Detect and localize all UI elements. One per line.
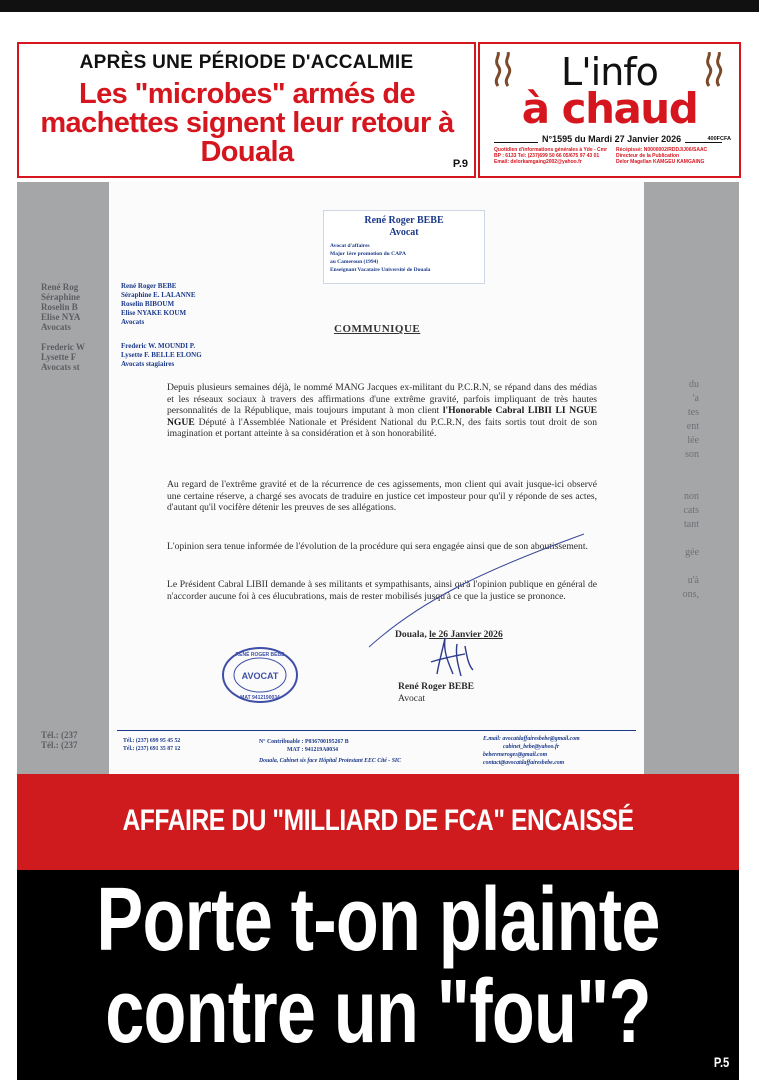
footer-phone: Tél.: (237) 699 95 45 52 [123, 738, 181, 744]
footer-email: beberenerogeг@gmail.com [483, 752, 548, 758]
handwritten-signature-icon [409, 634, 489, 679]
info-right-1: Récépissé: N0000002/RDDJ/J06/SAAC [616, 147, 708, 153]
teaser-kicker: APRÈS UNE PÉRIODE D'ACCALMIE [79, 52, 414, 73]
headline-line-2: contre un "fou"? [105, 962, 651, 1062]
footer-email: contact@avocatdaffairesbebe.com [483, 760, 565, 766]
partner-name: Roselin BIBOUM [121, 300, 175, 308]
communique-heading: COMMUNIQUE [334, 323, 421, 335]
footer-registration [259, 738, 349, 754]
stamp-bottom-text: MAT 9412190034 [240, 695, 280, 701]
paragraph-1-text-end: Député à l'Assemblée Nationale et Président National du P.C.R.N, des faits sortis tout droit de son imagination et portant atteinte à sa considération et à son honorabilité. [167, 416, 597, 440]
info-left-1: Quotidien d'informations générales à Yde - Cmr [494, 147, 608, 153]
ghost-left-tel: Tél.: (237 Tél.: (237 [41, 730, 78, 750]
issue-number: N°1595 du Mardi 27 Janvier 2026 [538, 134, 685, 144]
letter-footer-rule [117, 730, 636, 731]
footer-email: cabinet_bebe@yahoo.fr [503, 744, 560, 750]
letterhead-title: Avocat [389, 227, 419, 238]
trainee-name: Lysette F. BELLE ELONG [121, 351, 202, 359]
footer-phones [123, 737, 180, 753]
footer-emails [483, 735, 580, 767]
footer-address: Douala, Cabinet sis face Hôpital Protestant EEC Cité - SIC [259, 758, 402, 764]
masthead-logo-line1: L'info [561, 50, 658, 94]
credential-line: Major 1ère promotion du CAPA [330, 251, 406, 257]
letterhead [323, 210, 485, 284]
footer-phone: Tél.: (237) 691 35 87 12 [123, 746, 181, 752]
partner-name: René Roger BEBE [121, 282, 177, 290]
partner-name: Elise NYAKE KOUM [121, 309, 187, 317]
credential-line: Enseignant Vacataire Université de Douala [330, 267, 431, 273]
footer-contribuable: N° Contribuable : P036700195267 B [259, 739, 349, 745]
subheadline: AFFAIRE DU "MILLIARD DE FCA" ENCAISSÉ [122, 804, 634, 837]
signatory-role: Avocat [398, 693, 425, 704]
partners-list [121, 282, 195, 327]
info-left-3: Email: delorkamgaing2002@yahoo.fr [494, 159, 582, 165]
trainees-list [121, 342, 202, 369]
stamp-center-text: AVOCAT [241, 671, 279, 681]
stamp-top-text: RENÉ ROGER BEBE [235, 652, 285, 658]
paragraph-3: L'opinion sera tenue informée de l'évolution de la procédure qui sera engagée ainsi que de son aboutissement. [167, 541, 588, 552]
teaser-title: Les "microbes" armés de machettes signent leur retour à Douala [40, 78, 454, 168]
letterhead-name: René Roger BEBE [364, 215, 444, 226]
info-left-2: BP : 6133 Tel: (237)699 50 66 05/675 97 43 01 [494, 153, 600, 159]
paragraph-1-text: Depuis plusieurs semaines déjà, le nommé MANG Jacques ex-militant du P.C.R.N, se répand dans des médias et les réseaux sociaux à travers des affirmations d'une extrême gravité, parfois impliquant de très hautes personnalités de la République, mais toujours imputant à mon client [167, 382, 597, 417]
date-place: Douala, [395, 629, 430, 640]
letterhead-credentials [330, 242, 480, 274]
trainee-role: Avocats stagiaires [121, 360, 175, 368]
date-value: le 26 Janvier 2026 [429, 629, 503, 640]
main-headline-block[interactable] [17, 870, 739, 1080]
partner-role: Avocats [121, 318, 145, 326]
masthead-logo-line2: à chaud [521, 84, 698, 133]
document-photo-area [17, 182, 739, 774]
masthead [478, 42, 741, 178]
info-right-2: Directeur de la Publication [616, 153, 680, 159]
paragraph-1 [167, 382, 597, 440]
main-headline [96, 870, 660, 1062]
info-right-3: Delor Magellan KAMGEU KAMGAING [616, 159, 705, 165]
front-page-header [17, 42, 739, 178]
lawyer-stamp-icon [221, 646, 299, 704]
top-black-strip [0, 0, 759, 12]
teaser-box[interactable] [17, 42, 476, 178]
signatory-name: René Roger BEBE [398, 681, 475, 692]
footer-email: E.mail: avocatdaffairesbebe@gmail.com [483, 736, 580, 742]
red-subheadline-bar [17, 774, 739, 870]
partner-name: Séraphine E. LALANNE [121, 291, 196, 299]
credential-line: Avocat d'affaires [330, 243, 370, 249]
paragraph-4: Le Président Cabral LIBII demande à ses militants et sympathisants, ainsi qu'à l'opinion publique en général de n'accorder aucune foi à ces élucubrations, mais de rester mobilisés jusqu'à ce que la justice se prononce. [167, 579, 597, 602]
ghost-right-text: du 'a tes ent lée son non cats tant gée u'à ons, [682, 379, 699, 600]
client-name: l'Honorable Cabral LIBII LI NGUE NGUE [167, 405, 597, 428]
trainee-name: Frederic W. MOUNDI P. [121, 342, 196, 350]
communique-letter [109, 182, 644, 774]
credential-line: au Cameroun (1994) [330, 259, 379, 265]
ghost-left-names: René Rog Séraphine Roselin B Elise NYA Avocats Frederic W Lysette F Avocats st [41, 282, 85, 372]
paragraph-2: Au regard de l'extrême gravité et de la récurrence de ces agissements, mon client qui avait jusque-ici observé une certaine réserve, a chargé ses avocats de traduire en justice cet imposteur pour qu'il y réponde de ses actes, d'autant qu'il vocifère détenir les preuves de ses allégations. [167, 479, 597, 514]
headline-line-1: Porte t-on plainte [96, 870, 660, 970]
issue-price: 400FCFA [707, 136, 731, 142]
headline-page-ref: P.5 [713, 1054, 730, 1070]
footer-mat: MAT : 941219A0034 [287, 747, 338, 753]
teaser-page-ref: P.9 [452, 158, 468, 170]
